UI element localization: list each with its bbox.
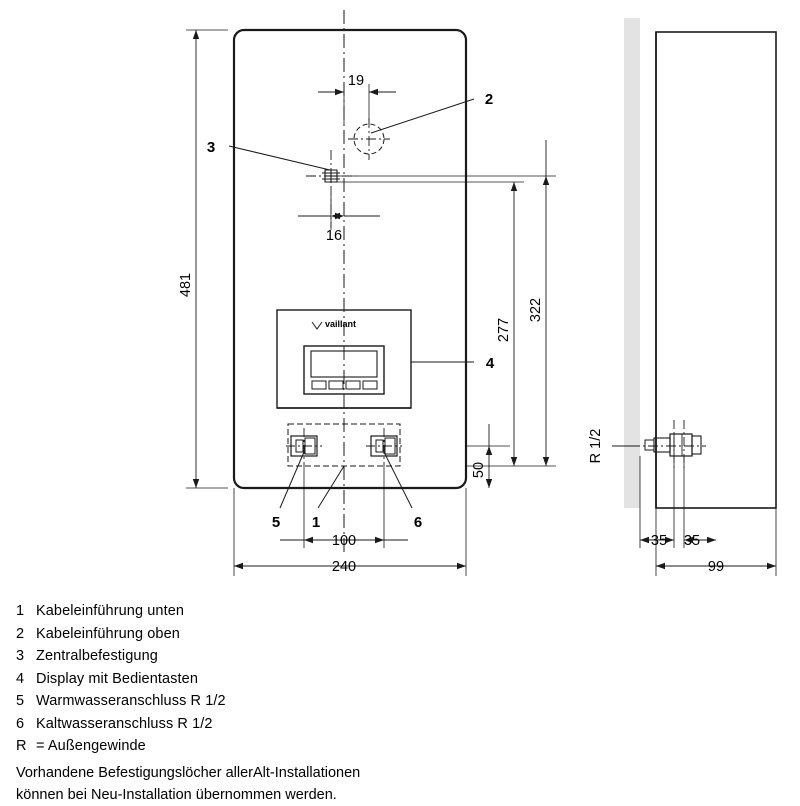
dim-text-16: 16	[325, 228, 343, 244]
legend-item-6	[16, 713, 556, 736]
legend-text-4: Display mit Bedientasten	[36, 670, 198, 687]
legend-text-1: Kabeleinführung unten	[36, 603, 185, 619]
callout-5: 5	[271, 514, 281, 531]
legend-text-5: Warmwasseranschluss R 1/2	[36, 693, 226, 709]
dim-text-481: 481	[178, 272, 194, 298]
dim-text-277: 277	[496, 317, 512, 343]
legend-item-1	[16, 600, 556, 623]
legend-key-6: 6	[16, 715, 25, 732]
callout-4: 4	[485, 355, 495, 372]
legend-item-2	[16, 623, 556, 646]
legend-key-5: 5	[16, 693, 25, 709]
legend	[16, 600, 556, 758]
legend-key-3: 3	[16, 648, 25, 664]
wall-hatch	[624, 18, 640, 508]
legend-text-3: Zentralbefestigung	[36, 648, 158, 664]
callout-1: 1	[311, 514, 321, 531]
legend-key-1: 1	[16, 603, 25, 619]
legend-key-2: 2	[16, 625, 25, 642]
legend-item-3	[16, 645, 556, 668]
dim-text-19: 19	[347, 73, 365, 89]
legend-key-4: 4	[16, 670, 25, 687]
legend-item-5	[16, 690, 556, 713]
dim-text-240: 240	[331, 559, 357, 575]
note-line-2: können bei Neu-Installation übernommen werden.	[16, 787, 337, 803]
dim-text-35-right: 35	[683, 533, 701, 549]
dim-text-35-left: 35	[650, 533, 668, 549]
callout-3: 3	[206, 139, 216, 156]
legend-key-r: R	[16, 738, 27, 754]
callout-2: 2	[484, 91, 494, 108]
legend-text-r: = Außengewinde	[36, 738, 146, 754]
legend-text-6: Kaltwasseranschluss R 1/2	[36, 715, 213, 732]
note-line-1: Vorhandene Befestigungslöcher allerAlt-Installationen	[16, 765, 361, 781]
brand-label: vaillant	[325, 319, 357, 329]
legend-text-2: Kabeleinführung oben	[36, 625, 180, 642]
thread-label-r12: R 1/2	[588, 428, 604, 464]
legend-item-4	[16, 668, 556, 691]
dim-text-99: 99	[707, 559, 725, 575]
device-front-body	[234, 30, 466, 488]
installation-note	[16, 762, 576, 806]
dim-text-322: 322	[528, 297, 544, 323]
callout-6: 6	[413, 514, 423, 531]
legend-item-r	[16, 735, 556, 758]
dim-text-50: 50	[471, 461, 487, 479]
dim-text-100: 100	[331, 533, 357, 549]
